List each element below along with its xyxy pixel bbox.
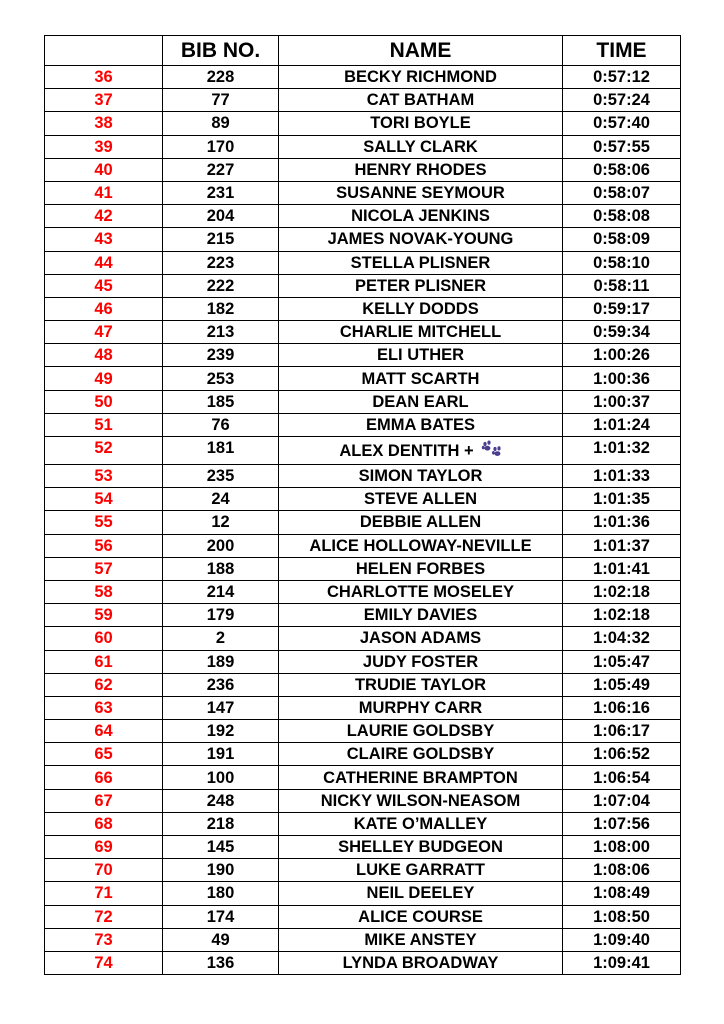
time-cell: 0:58:11 <box>563 274 681 297</box>
name-cell <box>279 604 563 627</box>
position-cell: 41 <box>45 181 163 204</box>
bib-cell: 89 <box>163 112 279 135</box>
position-cell: 72 <box>45 905 163 928</box>
bib-cell: 170 <box>163 135 279 158</box>
table-row <box>45 720 681 743</box>
runner-name: HENRY RHODES <box>354 160 487 179</box>
runner-name: PETER PLISNER <box>354 276 487 295</box>
runner-name: NICKY WILSON-NEASOM <box>320 791 521 810</box>
name-cell <box>279 112 563 135</box>
table-row <box>45 367 681 390</box>
table-row <box>45 413 681 436</box>
table-row <box>45 905 681 928</box>
bib-cell: 188 <box>163 557 279 580</box>
position-cell: 42 <box>45 205 163 228</box>
bib-cell: 179 <box>163 604 279 627</box>
table-row <box>45 205 681 228</box>
time-cell: 1:01:32 <box>563 437 681 465</box>
bib-cell: 181 <box>163 437 279 465</box>
name-cell <box>279 534 563 557</box>
runner-name: CHARLOTTE MOSELEY <box>326 583 514 602</box>
runner-name: NICOLA JENKINS <box>351 207 490 226</box>
name-cell <box>279 905 563 928</box>
bib-cell: 231 <box>163 181 279 204</box>
position-cell: 57 <box>45 557 163 580</box>
name-cell <box>279 650 563 673</box>
position-cell: 68 <box>45 812 163 835</box>
bib-cell: 236 <box>163 673 279 696</box>
time-cell: 1:09:40 <box>563 928 681 951</box>
runner-name: BECKY RICHMOND <box>344 68 497 87</box>
table-row <box>45 836 681 859</box>
runner-name: SALLY CLARK <box>363 137 478 156</box>
table-row <box>45 465 681 488</box>
name-cell <box>279 789 563 812</box>
time-cell: 1:06:52 <box>563 743 681 766</box>
name-cell <box>279 696 563 719</box>
paw-print-icon <box>480 440 502 458</box>
position-cell: 61 <box>45 650 163 673</box>
time-cell: 0:57:40 <box>563 112 681 135</box>
bib-cell: 191 <box>163 743 279 766</box>
time-cell: 0:58:07 <box>563 181 681 204</box>
name-cell <box>279 344 563 367</box>
time-cell: 1:07:04 <box>563 789 681 812</box>
time-cell: 1:09:41 <box>563 951 681 974</box>
position-cell: 44 <box>45 251 163 274</box>
position-cell: 70 <box>45 859 163 882</box>
bib-cell: 253 <box>163 367 279 390</box>
time-cell: 0:57:24 <box>563 89 681 112</box>
bib-cell: 49 <box>163 928 279 951</box>
position-cell: 37 <box>45 89 163 112</box>
table-row <box>45 882 681 905</box>
time-cell: 1:06:17 <box>563 720 681 743</box>
position-cell: 60 <box>45 627 163 650</box>
name-cell <box>279 557 563 580</box>
position-cell: 45 <box>45 274 163 297</box>
bib-cell: 145 <box>163 836 279 859</box>
table-row <box>45 274 681 297</box>
table-row <box>45 66 681 89</box>
position-cell: 38 <box>45 112 163 135</box>
time-cell: 1:05:47 <box>563 650 681 673</box>
time-cell: 0:59:17 <box>563 297 681 320</box>
bib-cell: 228 <box>163 66 279 89</box>
position-cell: 59 <box>45 604 163 627</box>
position-cell: 64 <box>45 720 163 743</box>
table-row <box>45 228 681 251</box>
time-cell: 0:58:10 <box>563 251 681 274</box>
position-cell: 58 <box>45 580 163 603</box>
table-row <box>45 390 681 413</box>
time-cell: 1:08:00 <box>563 836 681 859</box>
name-cell <box>279 836 563 859</box>
time-cell: 1:08:50 <box>563 905 681 928</box>
runner-name: SIMON TAYLOR <box>358 467 483 486</box>
time-cell: 0:58:08 <box>563 205 681 228</box>
time-cell: 1:02:18 <box>563 580 681 603</box>
time-cell: 1:06:16 <box>563 696 681 719</box>
bib-cell: 77 <box>163 89 279 112</box>
bib-cell: 147 <box>163 696 279 719</box>
name-cell <box>279 580 563 603</box>
bib-column-header: BIB NO. <box>163 36 279 66</box>
bib-cell: 24 <box>163 488 279 511</box>
runner-name: LUKE GARRATT <box>356 861 485 880</box>
time-column-header: TIME <box>563 36 681 66</box>
table-row <box>45 604 681 627</box>
position-cell: 67 <box>45 789 163 812</box>
bib-cell: 200 <box>163 534 279 557</box>
bib-cell: 100 <box>163 766 279 789</box>
bib-cell: 2 <box>163 627 279 650</box>
runner-name: ALEX DENTITH + <box>339 442 474 460</box>
time-cell: 1:01:24 <box>563 413 681 436</box>
time-cell: 1:08:49 <box>563 882 681 905</box>
name-cell <box>279 720 563 743</box>
bib-cell: 223 <box>163 251 279 274</box>
runner-name: ELI UTHER <box>376 346 465 365</box>
bib-cell: 180 <box>163 882 279 905</box>
position-cell: 51 <box>45 413 163 436</box>
bib-cell: 215 <box>163 228 279 251</box>
name-cell <box>279 297 563 320</box>
table-row <box>45 321 681 344</box>
name-cell <box>279 251 563 274</box>
time-cell: 1:07:56 <box>563 812 681 835</box>
table-row <box>45 673 681 696</box>
runner-name: KELLY DODDS <box>362 299 479 318</box>
time-cell: 0:57:12 <box>563 66 681 89</box>
runner-name: JAMES NOVAK-YOUNG <box>327 230 514 249</box>
name-cell <box>279 158 563 181</box>
runner-name: STELLA PLISNER <box>350 253 491 272</box>
time-cell: 1:01:35 <box>563 488 681 511</box>
name-cell <box>279 66 563 89</box>
results-table <box>44 35 681 975</box>
bib-cell: 192 <box>163 720 279 743</box>
runner-name: MIKE ANSTEY <box>364 930 477 949</box>
name-cell <box>279 488 563 511</box>
bib-cell: 248 <box>163 789 279 812</box>
position-cell: 73 <box>45 928 163 951</box>
bib-cell: 213 <box>163 321 279 344</box>
table-row <box>45 580 681 603</box>
position-cell: 55 <box>45 511 163 534</box>
name-cell <box>279 413 563 436</box>
position-cell: 71 <box>45 882 163 905</box>
table-row <box>45 297 681 320</box>
runner-name: DEAN EARL <box>372 392 469 411</box>
runner-name: LAURIE GOLDSBY <box>346 722 495 741</box>
bib-cell: 12 <box>163 511 279 534</box>
time-cell: 1:00:37 <box>563 390 681 413</box>
table-row <box>45 89 681 112</box>
position-cell: 63 <box>45 696 163 719</box>
name-cell <box>279 437 563 465</box>
table-row <box>45 534 681 557</box>
time-cell: 1:01:36 <box>563 511 681 534</box>
time-cell: 0:57:55 <box>563 135 681 158</box>
runner-name: KATE O’MALLEY <box>353 814 488 833</box>
time-cell: 1:00:26 <box>563 344 681 367</box>
bib-cell: 222 <box>163 274 279 297</box>
runner-name: CLAIRE GOLDSBY <box>346 745 495 764</box>
runner-name: JUDY FOSTER <box>362 652 479 671</box>
name-cell <box>279 812 563 835</box>
table-row <box>45 251 681 274</box>
position-cell: 47 <box>45 321 163 344</box>
position-cell: 74 <box>45 951 163 974</box>
table-row <box>45 181 681 204</box>
time-cell: 1:01:33 <box>563 465 681 488</box>
position-cell: 39 <box>45 135 163 158</box>
runner-name: TORI BOYLE <box>370 114 471 133</box>
table-row <box>45 928 681 951</box>
table-row <box>45 696 681 719</box>
name-cell <box>279 882 563 905</box>
time-cell: 1:04:32 <box>563 627 681 650</box>
name-cell <box>279 928 563 951</box>
runner-name: CAT BATHAM <box>366 91 475 110</box>
time-cell: 1:08:06 <box>563 859 681 882</box>
table-row <box>45 951 681 974</box>
position-cell: 65 <box>45 743 163 766</box>
name-cell <box>279 465 563 488</box>
runner-name: MATT SCARTH <box>361 369 480 388</box>
position-cell: 36 <box>45 66 163 89</box>
runner-name: EMILY DAVIES <box>363 606 478 625</box>
name-cell <box>279 390 563 413</box>
name-cell <box>279 135 563 158</box>
position-cell: 53 <box>45 465 163 488</box>
results-table-header <box>45 36 681 66</box>
position-cell: 52 <box>45 437 163 465</box>
name-cell <box>279 511 563 534</box>
table-row <box>45 511 681 534</box>
bib-cell: 185 <box>163 390 279 413</box>
name-cell <box>279 743 563 766</box>
position-cell: 66 <box>45 766 163 789</box>
bib-cell: 174 <box>163 905 279 928</box>
time-cell: 1:06:54 <box>563 766 681 789</box>
table-row <box>45 859 681 882</box>
name-cell <box>279 367 563 390</box>
header-row <box>45 36 681 66</box>
position-cell: 62 <box>45 673 163 696</box>
runner-name: ALICE HOLLOWAY-NEVILLE <box>309 536 532 555</box>
position-cell: 48 <box>45 344 163 367</box>
bib-cell: 76 <box>163 413 279 436</box>
time-cell: 1:00:36 <box>563 367 681 390</box>
table-row <box>45 557 681 580</box>
bib-cell: 189 <box>163 650 279 673</box>
runner-name: CATHERINE BRAMPTON <box>323 768 518 787</box>
name-cell <box>279 627 563 650</box>
table-row <box>45 650 681 673</box>
runner-name: EMMA BATES <box>365 415 476 434</box>
position-cell: 56 <box>45 534 163 557</box>
name-cell <box>279 89 563 112</box>
time-cell: 1:02:18 <box>563 604 681 627</box>
runner-name: NEIL DEELEY <box>366 884 475 903</box>
runner-name: HELEN FORBES <box>355 559 486 578</box>
runner-name: CHARLIE MITCHELL <box>339 323 502 342</box>
runner-name: LYNDA BROADWAY <box>342 954 499 973</box>
runner-name: SHELLEY BUDGEON <box>338 838 503 857</box>
position-cell: 50 <box>45 390 163 413</box>
table-row <box>45 789 681 812</box>
time-cell: 0:58:09 <box>563 228 681 251</box>
runner-name: SUSANNE SEYMOUR <box>336 184 505 203</box>
name-cell <box>279 859 563 882</box>
time-cell: 1:05:49 <box>563 673 681 696</box>
position-cell: 43 <box>45 228 163 251</box>
bib-cell: 227 <box>163 158 279 181</box>
runner-name: STEVE ALLEN <box>363 490 478 509</box>
table-row <box>45 158 681 181</box>
table-row <box>45 766 681 789</box>
table-row <box>45 812 681 835</box>
name-cell <box>279 673 563 696</box>
runner-name: DEBBIE ALLEN <box>359 513 482 532</box>
bib-cell: 136 <box>163 951 279 974</box>
name-cell <box>279 951 563 974</box>
results-table-body <box>45 66 681 975</box>
bib-cell: 235 <box>163 465 279 488</box>
position-cell: 40 <box>45 158 163 181</box>
bib-cell: 204 <box>163 205 279 228</box>
runner-name: TRUDIE TAYLOR <box>354 675 487 694</box>
name-cell <box>279 766 563 789</box>
table-row <box>45 344 681 367</box>
time-cell: 1:01:41 <box>563 557 681 580</box>
time-cell: 0:59:34 <box>563 321 681 344</box>
table-row <box>45 627 681 650</box>
name-cell <box>279 274 563 297</box>
bib-cell: 214 <box>163 580 279 603</box>
position-cell: 49 <box>45 367 163 390</box>
position-cell: 54 <box>45 488 163 511</box>
name-column-header: NAME <box>279 36 563 66</box>
table-row <box>45 743 681 766</box>
table-row <box>45 488 681 511</box>
position-column-header <box>45 36 163 66</box>
name-cell <box>279 205 563 228</box>
table-row <box>45 135 681 158</box>
bib-cell: 190 <box>163 859 279 882</box>
name-cell <box>279 321 563 344</box>
name-cell <box>279 228 563 251</box>
time-cell: 1:01:37 <box>563 534 681 557</box>
bib-cell: 182 <box>163 297 279 320</box>
bib-cell: 218 <box>163 812 279 835</box>
position-cell: 46 <box>45 297 163 320</box>
position-cell: 69 <box>45 836 163 859</box>
name-cell <box>279 181 563 204</box>
runner-name: MURPHY CARR <box>358 698 483 717</box>
runner-name: JASON ADAMS <box>359 629 482 648</box>
time-cell: 0:58:06 <box>563 158 681 181</box>
bib-cell: 239 <box>163 344 279 367</box>
runner-name: ALICE COURSE <box>358 907 483 926</box>
table-row <box>45 437 681 465</box>
table-row <box>45 112 681 135</box>
